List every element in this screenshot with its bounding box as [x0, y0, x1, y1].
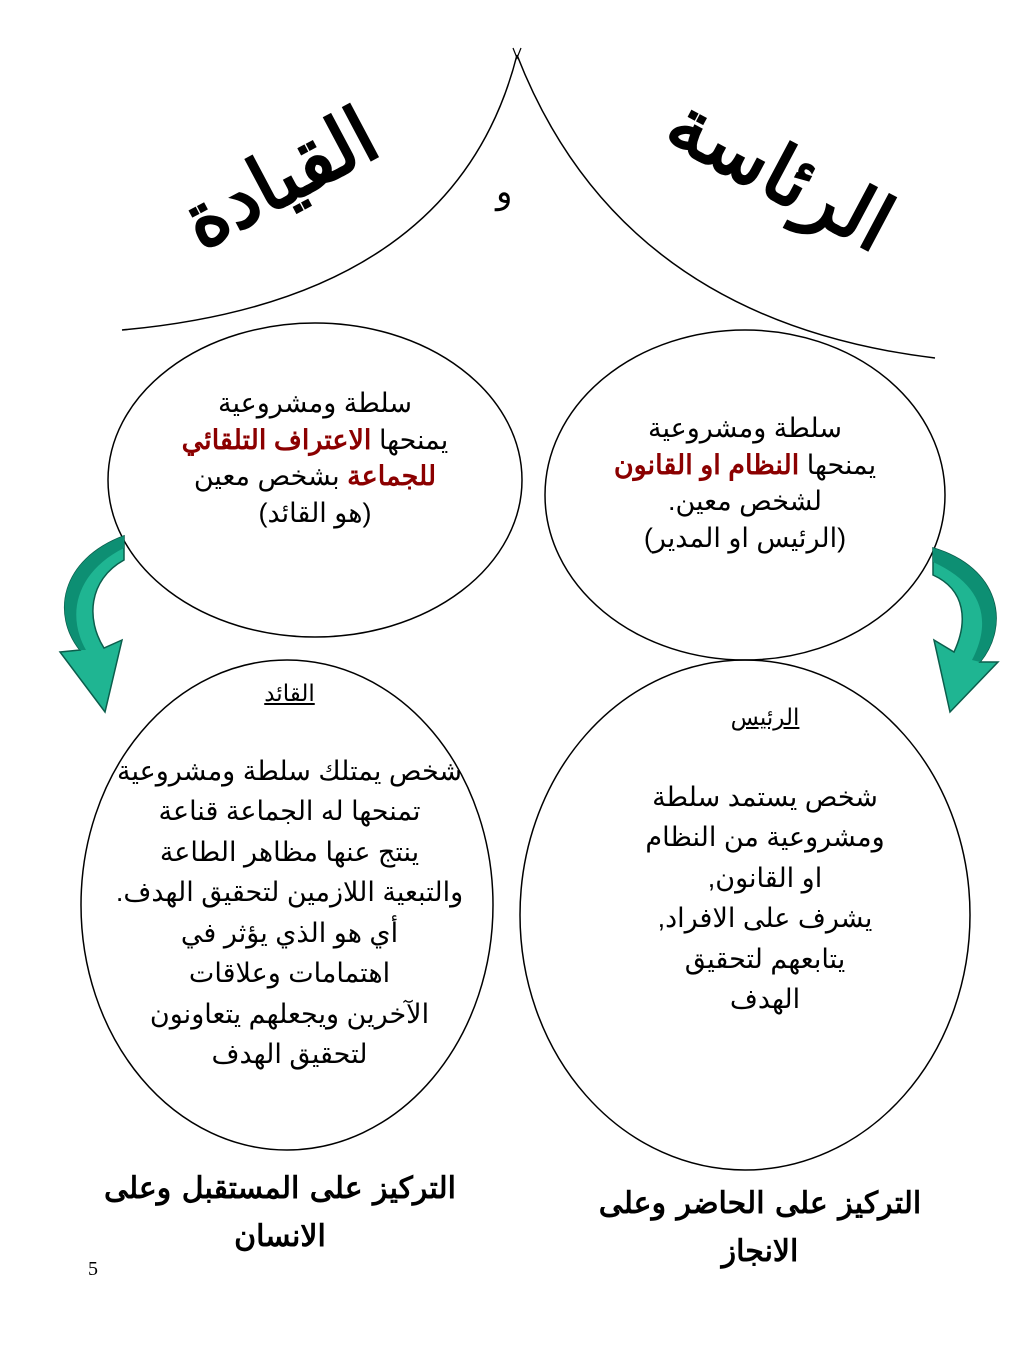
- leader-description: [92, 676, 487, 1075]
- group-highlight: للجماعة: [347, 461, 437, 492]
- presidency-focus-line-1: التركيز على الحاضر وعلى: [598, 1186, 922, 1221]
- presidency-focus-line-2: الانجاز: [721, 1234, 799, 1269]
- leader-line-7: الآخرين ويجعلهم يتعاونون: [149, 998, 430, 1029]
- leadership-def-line-4: (هو القائد): [258, 498, 372, 529]
- president-line-5: يتابعهم لتحقيق: [684, 943, 846, 974]
- presidency-title: الرئاسة: [652, 76, 909, 271]
- leader-line-6: اهتمامات وعلاقات: [188, 958, 391, 988]
- leader-line-4: والتبعية اللازمين لتحقيق الهدف.: [115, 877, 464, 907]
- presidency-def-line-4: (الرئيس او المدير): [643, 523, 847, 554]
- president-heading: الرئيس: [730, 704, 800, 730]
- leader-heading: القائد: [264, 680, 315, 706]
- leadership-def-prefix: يمنحها: [371, 424, 449, 455]
- president-line-4: يشرف على الافراد,: [657, 903, 873, 933]
- leadership-title: القيادة: [166, 89, 393, 268]
- leadership-focus-caption: [70, 1165, 490, 1261]
- page-number: 5: [88, 1258, 98, 1280]
- leadership-def-line-1: سلطة ومشروعية: [218, 388, 412, 418]
- leadership-def-line-3: [140, 458, 490, 495]
- leader-line-3: ينتج عنها مظاهر الطاعة: [159, 836, 420, 867]
- president-line-3: او القانون,: [707, 862, 823, 893]
- president-line-6: الهدف: [729, 984, 801, 1014]
- system-or-law-highlight: النظام او القانون: [613, 449, 800, 480]
- spontaneous-recognition-highlight: الاعتراف التلقائي: [181, 424, 372, 455]
- presidency-def-prefix: يمنحها: [799, 449, 877, 480]
- leadership-focus-line-2: الانسان: [234, 1219, 326, 1254]
- president-line-2: ومشروعية من النظام: [645, 822, 885, 852]
- presidency-definition: [570, 410, 920, 557]
- presidency-focus-caption: [560, 1180, 960, 1276]
- leader-line-5: أي هو الذي يؤثر في: [180, 917, 399, 948]
- presidency-def-line-3: لشخص معين.: [667, 486, 822, 517]
- leader-line-1: شخص يمتلك سلطة ومشروعية: [116, 755, 463, 786]
- president-line-1: شخص يستمد سلطة: [652, 781, 878, 812]
- right-curved-arrow-icon: [933, 548, 998, 712]
- president-description: [600, 700, 930, 1020]
- leadership-def-suffix: بشخص معين: [193, 461, 348, 492]
- leadership-def-line-2: [140, 422, 490, 459]
- leadership-focus-line-1: التركيز على المستقبل وعلى: [103, 1171, 457, 1206]
- leader-line-8: لتحقيق الهدف: [211, 1039, 368, 1069]
- cusp-tick: [513, 48, 521, 58]
- conjunction-and: و: [496, 172, 513, 212]
- leader-line-2: تمنحها له الجماعة قناعة: [158, 796, 421, 826]
- leadership-definition: [140, 385, 490, 532]
- presidency-def-line-2: [570, 447, 920, 484]
- presidency-def-line-1: سلطة ومشروعية: [648, 413, 842, 443]
